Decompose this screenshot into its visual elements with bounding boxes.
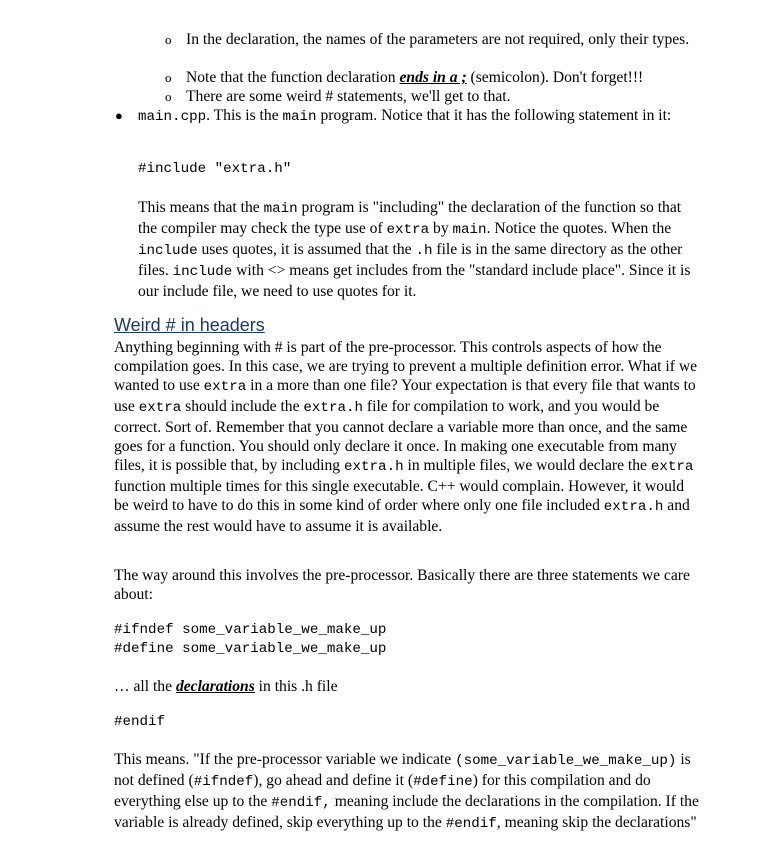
inline-code: #ifndef bbox=[193, 774, 254, 790]
inline-code: #define bbox=[413, 774, 473, 790]
inline-code: include bbox=[138, 243, 198, 259]
include-explanation-paragraph: This means that the main program is "including" the declaration of the function so that the compiler may check the type use of extra by main. Notice the quotes. When the include uses quotes, it is assumed that the .h file is in the same directory as the other files. include with <> means get includes from the "standard include place". Since it is our include file, we need to use quotes for it. bbox=[138, 199, 691, 300]
inline-code: (some_variable_we_make_up) bbox=[455, 753, 677, 769]
hollow-bullet-icon: o bbox=[165, 89, 172, 104]
inline-code: extra.h bbox=[344, 459, 404, 475]
inline-code: extra bbox=[386, 222, 430, 238]
endif-code-line: #endif bbox=[114, 714, 166, 730]
define-code-line: #define some_variable_we_make_up bbox=[114, 641, 387, 657]
inline-code: main bbox=[263, 201, 298, 217]
inline-code: extra bbox=[138, 400, 182, 416]
inline-code: extra.h bbox=[603, 499, 664, 515]
way-around-paragraph: The way around this involves the pre-processor. Basically there are three statements we care about: bbox=[114, 567, 690, 603]
inline-code: #endif, bbox=[271, 795, 331, 811]
main-cpp-bullet: main.cpp. This is the main program. Notice that it has the following statement in it: bbox=[138, 107, 672, 125]
sub-bullet-item: o In the declaration, the names of the parameters are not required, only their types. bbox=[165, 31, 690, 48]
declarations-line: … all the declarations in this .h file bbox=[114, 678, 338, 695]
hollow-bullet-icon: o bbox=[165, 70, 172, 85]
filled-bullet-icon: ● bbox=[115, 108, 123, 123]
section-heading: Weird # in headers bbox=[114, 315, 265, 335]
inline-code: main bbox=[452, 222, 487, 238]
ifndef-code-line: #ifndef some_variable_we_make_up bbox=[114, 622, 387, 638]
sub-bullet-item: o Note that the function declaration ends in a ; (semicolon). Don't forget!!! bbox=[165, 69, 644, 86]
inline-code: #endif bbox=[445, 816, 497, 832]
inline-code: extra bbox=[650, 459, 694, 475]
inline-code: extra bbox=[203, 379, 247, 395]
emphasis-text: declarations bbox=[175, 678, 255, 695]
inline-code: .h bbox=[415, 243, 433, 259]
hollow-bullet-icon: o bbox=[165, 32, 172, 47]
emphasis-text: ends in a ; bbox=[399, 69, 467, 86]
meaning-paragraph: This means. "If the pre-processor variable we indicate (some_variable_we_make_up) is not defined (#ifndef), go ahead and define it (#define) for this compilation and do everything else up to the #endif, meaning include the declarations in the compilation. If the variable is already defined, skip everything up to the #endif, meaning skip the declarations" bbox=[114, 751, 699, 832]
sub-bullet-item: o There are some weird # statements, we'll get to that. bbox=[165, 88, 511, 105]
include-code-line: #include "extra.h" bbox=[138, 161, 292, 177]
inline-code: extra.h bbox=[303, 400, 364, 416]
inline-code: include bbox=[172, 264, 233, 280]
preprocessor-paragraph: Anything beginning with # is part of the pre-processor. This controls aspects of how the compilation goes. In this case, we are trying to prevent a multiple definition error. What if we wanted to use extra in a more than one file? Your expectation is that every file that wants to use extra should include the extra.h file for compilation to work, and you would be correct. Sort of. Remember that you cannot declare a variable more than once, and the same goes for a function. You should only declare it once. In making one executable from many files, it is possible that, by including extra.h in multiple files, we would declare the extra function multiple times for this single executable. C++ would complain. However, it would be weird to have to do this in some kind of order where only one file included extra.h and assume the rest would have to assume it is available. bbox=[114, 339, 698, 535]
